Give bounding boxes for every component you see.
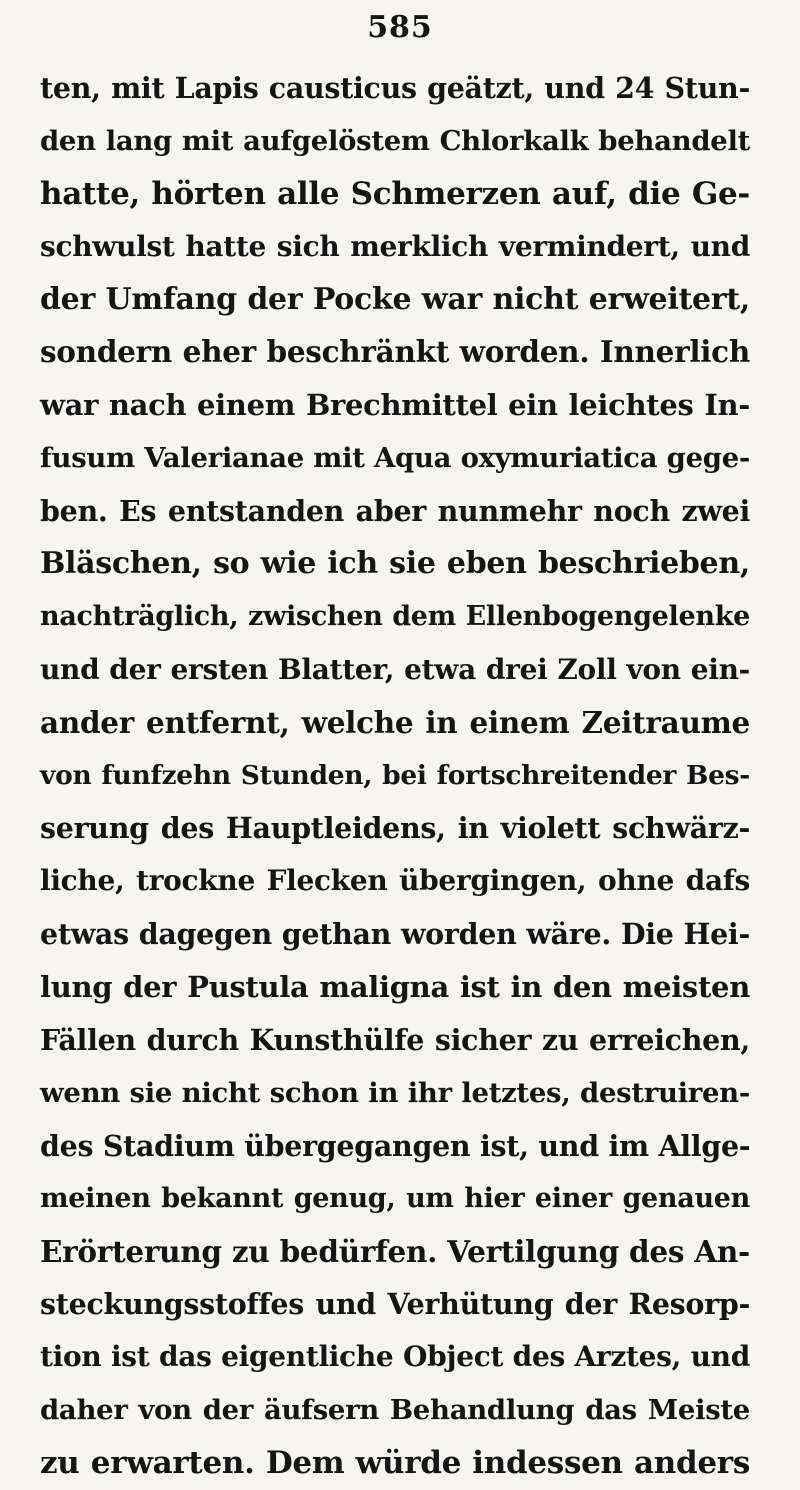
text-line: wenn sie nicht schon in ihr letztes, destruiren- [40, 1076, 750, 1109]
text-line: Fällen durch Kunsthülfe sicher zu erreichen, [40, 1023, 750, 1058]
text-line: den lang mit aufgelöstem Chlorkalk behandelt [40, 124, 750, 157]
text-line: zu erwarten. Dem würde indessen anders [40, 1445, 750, 1482]
text-line: schwulst hatte sich merklich vermindert, und [40, 229, 750, 263]
text-line: von funfzehn Stunden, bei fortschreitender Bes- [40, 759, 750, 791]
text-line: fusum Valerianae mit Aqua oxymuriatica gege- [40, 442, 750, 475]
text-line: ten, mit Lapis causticus geätzt, und 24 Stun- [40, 71, 750, 105]
text-line: etwas dagegen gethan worden wäre. Die Hei- [40, 917, 750, 952]
text-line: Bläschen, so wie ich sie eben beschrieben, [40, 546, 750, 582]
text-line: tion ist das eigentliche Object des Arztes, und [40, 1340, 750, 1374]
text-line: sondern eher beschränkt worden. Innerlich [40, 334, 750, 370]
text-line: und der ersten Blatter, etwa drei Zoll von ein- [40, 652, 750, 686]
text-line: nachträglich, zwischen dem Ellenbogengelenke [40, 600, 750, 632]
text-line: meinen bekannt genug, um hier einer genauen [40, 1182, 750, 1214]
text-line: liche, trockne Flecken übergingen, ohne dafs [40, 864, 750, 898]
text-line: ander entfernt, welche in einem Zeitraume [40, 704, 750, 740]
page-number: 585 [367, 10, 433, 45]
text-line: hatte, hörten alle Schmerzen auf, die Ge- [40, 175, 750, 212]
text-line: steckungsstoffes und Verhütung der Resorp- [40, 1287, 750, 1322]
text-line: lung der Pustula maligna ist in den meisten [40, 970, 750, 1005]
text-line: war nach einem Brechmittel ein leichtes In- [40, 388, 750, 423]
text-line: des Stadium übergegangen ist, und im Allge- [40, 1128, 751, 1163]
text-line: Erörterung zu bedürfen. Vertilgung des An- [40, 1233, 750, 1269]
text-line: ben. Es entstanden aber nunmehr noch zwei [40, 494, 750, 529]
text-line: der Umfang der Pocke war nicht erweitert, [40, 281, 750, 317]
text-line: daher von der äufsern Behandlung das Meiste [40, 1394, 750, 1427]
body-text [40, 62, 750, 1490]
text-line: serung des Hauptleidens, in violett schwärz- [40, 811, 750, 846]
